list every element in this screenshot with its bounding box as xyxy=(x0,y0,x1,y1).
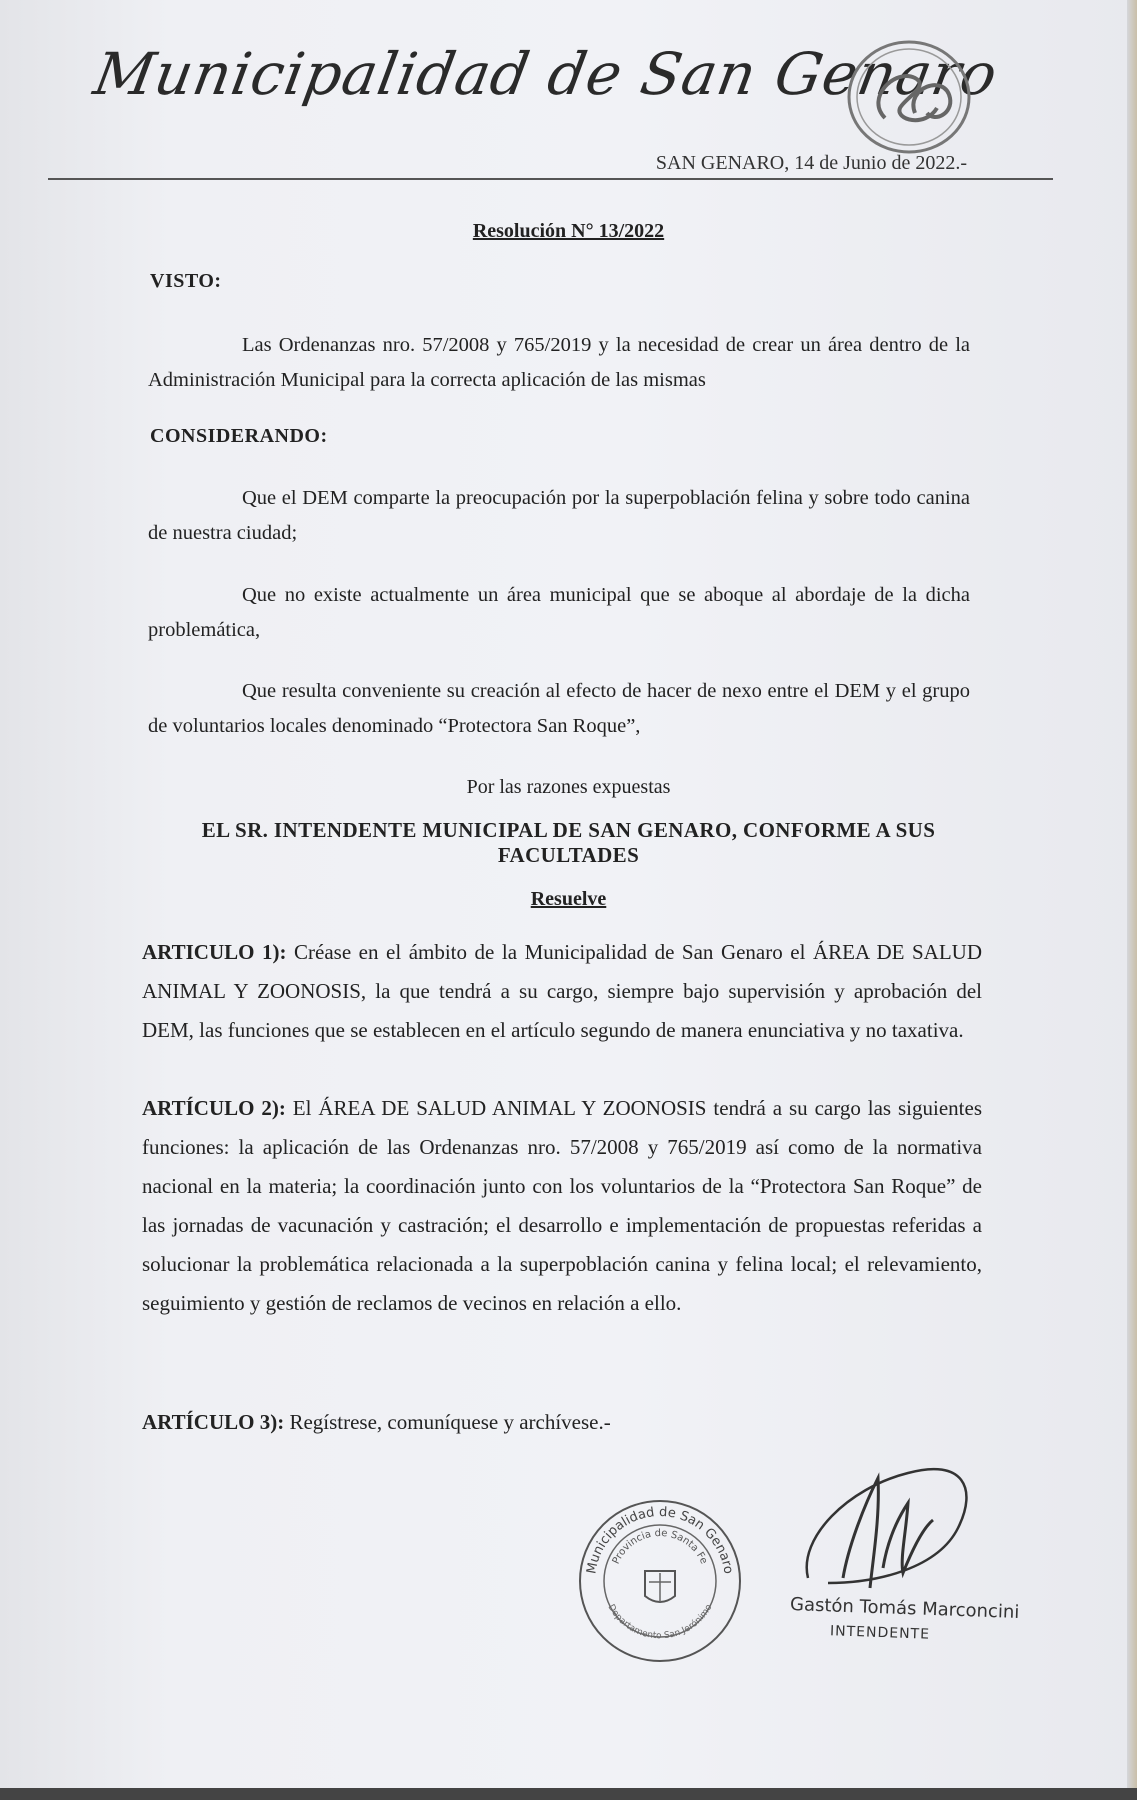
signatory-name: Gastón Tomás Marconcini xyxy=(789,1594,1020,1623)
considerando-paragraph-1: Que el DEM comparte la preocupación por la superpoblación felina y sobre todo canina de nuestra ciudad; xyxy=(148,487,970,544)
intendente-heading-line-1: EL SR. INTENDENTE MUNICIPAL DE SAN GENARO, CONFORME A SUS xyxy=(201,818,936,842)
resolution-title: Resolución N° 13/2022 xyxy=(472,220,665,242)
letterhead-title: Municipalidad de San Genaro xyxy=(89,40,1003,108)
article-3 xyxy=(142,1403,982,1442)
resuelve-heading: Resuelve xyxy=(530,888,607,910)
visto-heading: VISTO: xyxy=(150,270,222,292)
article-3-text: Regístrese, comuníquese y archívese.- xyxy=(289,1410,611,1434)
article-1 xyxy=(142,933,982,1050)
considerando-paragraph-2: Que no existe actualmente un área municipal que se aboque al abordaje de la dicha problemática, xyxy=(148,584,970,641)
svg-text:Provincia de Santa Fe xyxy=(611,1528,710,1566)
seal-bottom-text: Departamento San Jerónimo xyxy=(605,1602,715,1642)
municipal-seal-icon xyxy=(575,1496,745,1666)
svg-text:Departamento San Jerónimo xyxy=(605,1602,714,1641)
municipal-logo-icon xyxy=(845,38,973,156)
seal-inner-text: Provincia de Santa Fe xyxy=(610,1527,710,1566)
article-2 xyxy=(142,1089,982,1323)
paper-edge-bottom xyxy=(0,1788,1137,1800)
article-1-text: Créase en el ámbito de la Municipalidad de San Genaro el ÁREA DE SALUD ANIMAL Y ZOONOSIS, la que tendrá a su cargo, siempre bajo supervisión y aprobación del DEM, las funciones que se establecen en el artículo segundo de manera enunciativa y no taxativa. xyxy=(142,940,983,1042)
article-2-label: ARTÍCULO 2): xyxy=(142,1096,286,1120)
considerando-paragraph-3: Que resulta conveniente su creación al efecto de hacer de nexo entre el DEM y el grupo de voluntarios locales denominado “Protectora San Roque”, xyxy=(148,680,970,737)
date-line: SAN GENARO, 14 de Junio de 2022.- xyxy=(655,152,967,174)
razones-line: Por las razones expuestas xyxy=(466,776,671,798)
article-1-label: ARTICULO 1): xyxy=(142,940,287,964)
signature-icon xyxy=(788,1448,988,1618)
intendente-heading-line-2: FACULTADES xyxy=(497,843,640,867)
visto-paragraph: Las Ordenanzas nro. 57/2008 y 765/2019 y la necesidad de crear un área dentro de la Administración Municipal para la correcta aplicación de las mismas xyxy=(148,334,970,391)
signatory-role: INTENDENTE xyxy=(829,1623,931,1643)
article-2-text: El ÁREA DE SALUD ANIMAL Y ZOONOSIS tendrá a su cargo las siguientes funciones: la aplicación de las Ordenanzas nro. 57/2008 y 765/2019 así como de la normativa nacional en la materia; la coordinación junto con los voluntarios de la “Protectora San Roque” de las jornadas de vacunación y castración; el desarrollo e implementación de propuestas referidas a solucionar la problemática relacionada a la superpoblación canina y felina local; el relevamiento, seguimiento y gestión de reclamos de vecinos en relación a ello. xyxy=(142,1096,983,1315)
seal-outer-text: Municipalidad de San Genaro xyxy=(584,1504,736,1576)
considerando-heading: CONSIDERANDO: xyxy=(150,425,328,447)
header-rule xyxy=(48,178,1053,180)
article-3-label: ARTÍCULO 3): xyxy=(142,1410,285,1434)
paper-edge-right xyxy=(1127,0,1137,1800)
intendente-heading xyxy=(0,818,1137,868)
